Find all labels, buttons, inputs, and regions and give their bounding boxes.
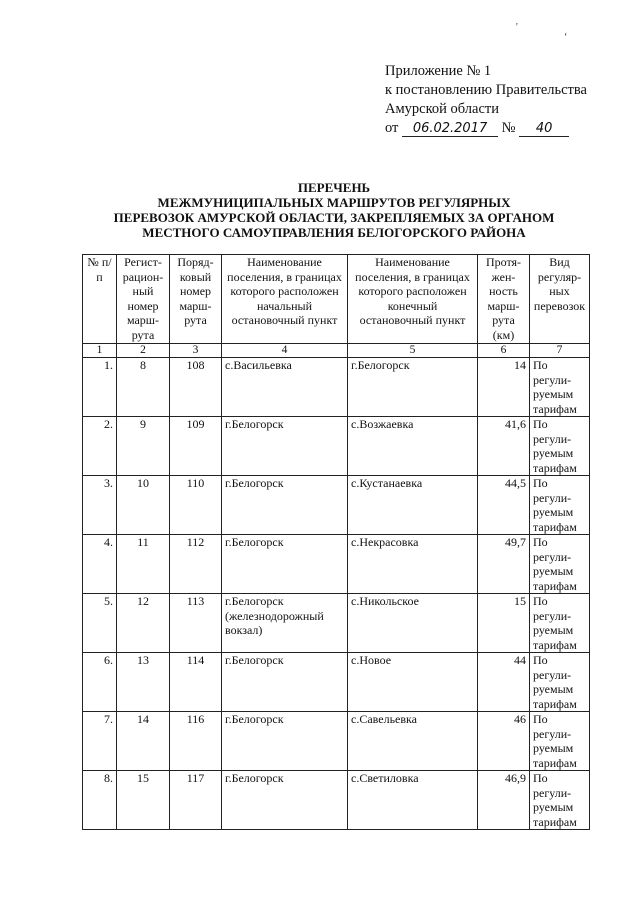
header-end-settlement: Наименование поселения, в границах которого расположен конечный остановочный пункт xyxy=(348,255,478,344)
row-index-cell: 6. xyxy=(83,653,117,712)
registration-number-cell: 12 xyxy=(117,594,170,653)
from-label: от xyxy=(385,120,399,136)
order-number-cell: 109 xyxy=(170,417,222,476)
column-number: 5 xyxy=(348,344,478,358)
order-number-cell: 108 xyxy=(170,358,222,417)
order-number-cell: 113 xyxy=(170,594,222,653)
table-row xyxy=(83,712,590,771)
appendix-title: Приложение № 1 xyxy=(385,63,492,79)
start-settlement-cell: с.Васильевка xyxy=(222,358,348,417)
end-settlement-cell: с.Савельевка xyxy=(348,712,478,771)
header-order-number: Поряд-ковый номер марш-рута xyxy=(170,255,222,344)
end-settlement-cell: с.Возжаевка xyxy=(348,417,478,476)
route-length-cell: 15 xyxy=(478,594,530,653)
table-header-row xyxy=(83,255,590,344)
row-index-cell: 7. xyxy=(83,712,117,771)
route-length-cell: 44,5 xyxy=(478,476,530,535)
appendix-block xyxy=(385,62,587,138)
transport-type-cell: По регули-руемым тарифам xyxy=(530,535,590,594)
transport-type-cell: По регули-руемым тарифам xyxy=(530,417,590,476)
appendix-decree: к постановлению Правительства xyxy=(385,82,587,98)
corner-mark: ʻ xyxy=(564,32,568,43)
title-line: МЕСТНОГО САМОУПРАВЛЕНИЯ БЕЛОГОРСКОГО РАЙОНА xyxy=(142,225,526,240)
start-settlement-cell: г.Белогорск xyxy=(222,476,348,535)
end-settlement-cell: г.Белогорск xyxy=(348,358,478,417)
column-number: 2 xyxy=(117,344,170,358)
order-number-cell: 114 xyxy=(170,653,222,712)
column-number: 1 xyxy=(83,344,117,358)
start-settlement-cell: г.Белогорск xyxy=(222,535,348,594)
table-row xyxy=(83,535,590,594)
header-start-settlement: Наименование поселения, в границах которого расположен начальный остановочный пункт xyxy=(222,255,348,344)
order-number-cell: 112 xyxy=(170,535,222,594)
order-number-cell: 116 xyxy=(170,712,222,771)
title-line: ПЕРЕЧЕНЬ xyxy=(297,180,371,195)
route-length-cell: 14 xyxy=(478,358,530,417)
route-length-cell: 46 xyxy=(478,712,530,771)
row-index-cell: 4. xyxy=(83,535,117,594)
decree-date: 06.02.2017 xyxy=(402,122,498,137)
registration-number-cell: 15 xyxy=(117,771,170,830)
row-index-cell: 3. xyxy=(83,476,117,535)
transport-type-cell: По регули-руемым тарифам xyxy=(530,358,590,417)
row-index-cell: 8. xyxy=(83,771,117,830)
registration-number-cell: 8 xyxy=(117,358,170,417)
routes-table xyxy=(82,254,590,830)
transport-type-cell: По регули-руемым тарифам xyxy=(530,653,590,712)
corner-mark: ' xyxy=(516,22,518,33)
table-row xyxy=(83,417,590,476)
title-line: ПЕРЕВОЗОК АМУРСКОЙ ОБЛАСТИ, ЗАКРЕПЛЯЕМЫХ ЗА ОРГАНОМ xyxy=(113,210,555,225)
end-settlement-cell: с.Кустанаевка xyxy=(348,476,478,535)
decree-number: 40 xyxy=(519,122,569,137)
order-number-cell: 110 xyxy=(170,476,222,535)
table-row xyxy=(83,771,590,830)
header-transport-type: Вид регуляр-ных перевозок xyxy=(530,255,590,344)
appendix-date-line xyxy=(385,119,587,138)
transport-type-cell: По регули-руемым тарифам xyxy=(530,476,590,535)
route-length-cell: 49,7 xyxy=(478,535,530,594)
end-settlement-cell: с.Светиловка xyxy=(348,771,478,830)
header-index: № п/п xyxy=(83,255,117,344)
start-settlement-cell: г.Белогорск (железнодорожный вокзал) xyxy=(222,594,348,653)
registration-number-cell: 14 xyxy=(117,712,170,771)
route-length-cell: 46,9 xyxy=(478,771,530,830)
route-length-cell: 44 xyxy=(478,653,530,712)
title-line: МЕЖМУНИЦИПАЛЬНЫХ МАРШРУТОВ РЕГУЛЯРНЫХ xyxy=(157,195,511,210)
transport-type-cell: По регули-руемым тарифам xyxy=(530,594,590,653)
document-title xyxy=(60,180,608,240)
end-settlement-cell: с.Некрасовка xyxy=(348,535,478,594)
column-number: 7 xyxy=(530,344,590,358)
table-row xyxy=(83,653,590,712)
row-index-cell: 5. xyxy=(83,594,117,653)
number-label: № xyxy=(501,120,516,136)
table-row xyxy=(83,358,590,417)
column-number: 4 xyxy=(222,344,348,358)
column-number: 6 xyxy=(478,344,530,358)
column-number: 3 xyxy=(170,344,222,358)
row-index-cell: 2. xyxy=(83,417,117,476)
row-index-cell: 1. xyxy=(83,358,117,417)
registration-number-cell: 10 xyxy=(117,476,170,535)
table-row xyxy=(83,476,590,535)
end-settlement-cell: с.Новое xyxy=(348,653,478,712)
transport-type-cell: По регули-руемым тарифам xyxy=(530,712,590,771)
registration-number-cell: 13 xyxy=(117,653,170,712)
transport-type-cell: По регули-руемым тарифам xyxy=(530,771,590,830)
registration-number-cell: 11 xyxy=(117,535,170,594)
start-settlement-cell: г.Белогорск xyxy=(222,653,348,712)
header-route-length: Протя-жен-ность марш-рута (км) xyxy=(478,255,530,344)
column-numbers-row xyxy=(83,344,590,358)
route-length-cell: 41,6 xyxy=(478,417,530,476)
table-body xyxy=(83,358,590,830)
appendix-region: Амурской области xyxy=(385,101,499,117)
end-settlement-cell: с.Никольское xyxy=(348,594,478,653)
start-settlement-cell: г.Белогорск xyxy=(222,771,348,830)
order-number-cell: 117 xyxy=(170,771,222,830)
start-settlement-cell: г.Белогорск xyxy=(222,712,348,771)
start-settlement-cell: г.Белогорск xyxy=(222,417,348,476)
header-registration-number: Регист-рацион-ный номер марш-рута xyxy=(117,255,170,344)
table-row xyxy=(83,594,590,653)
registration-number-cell: 9 xyxy=(117,417,170,476)
